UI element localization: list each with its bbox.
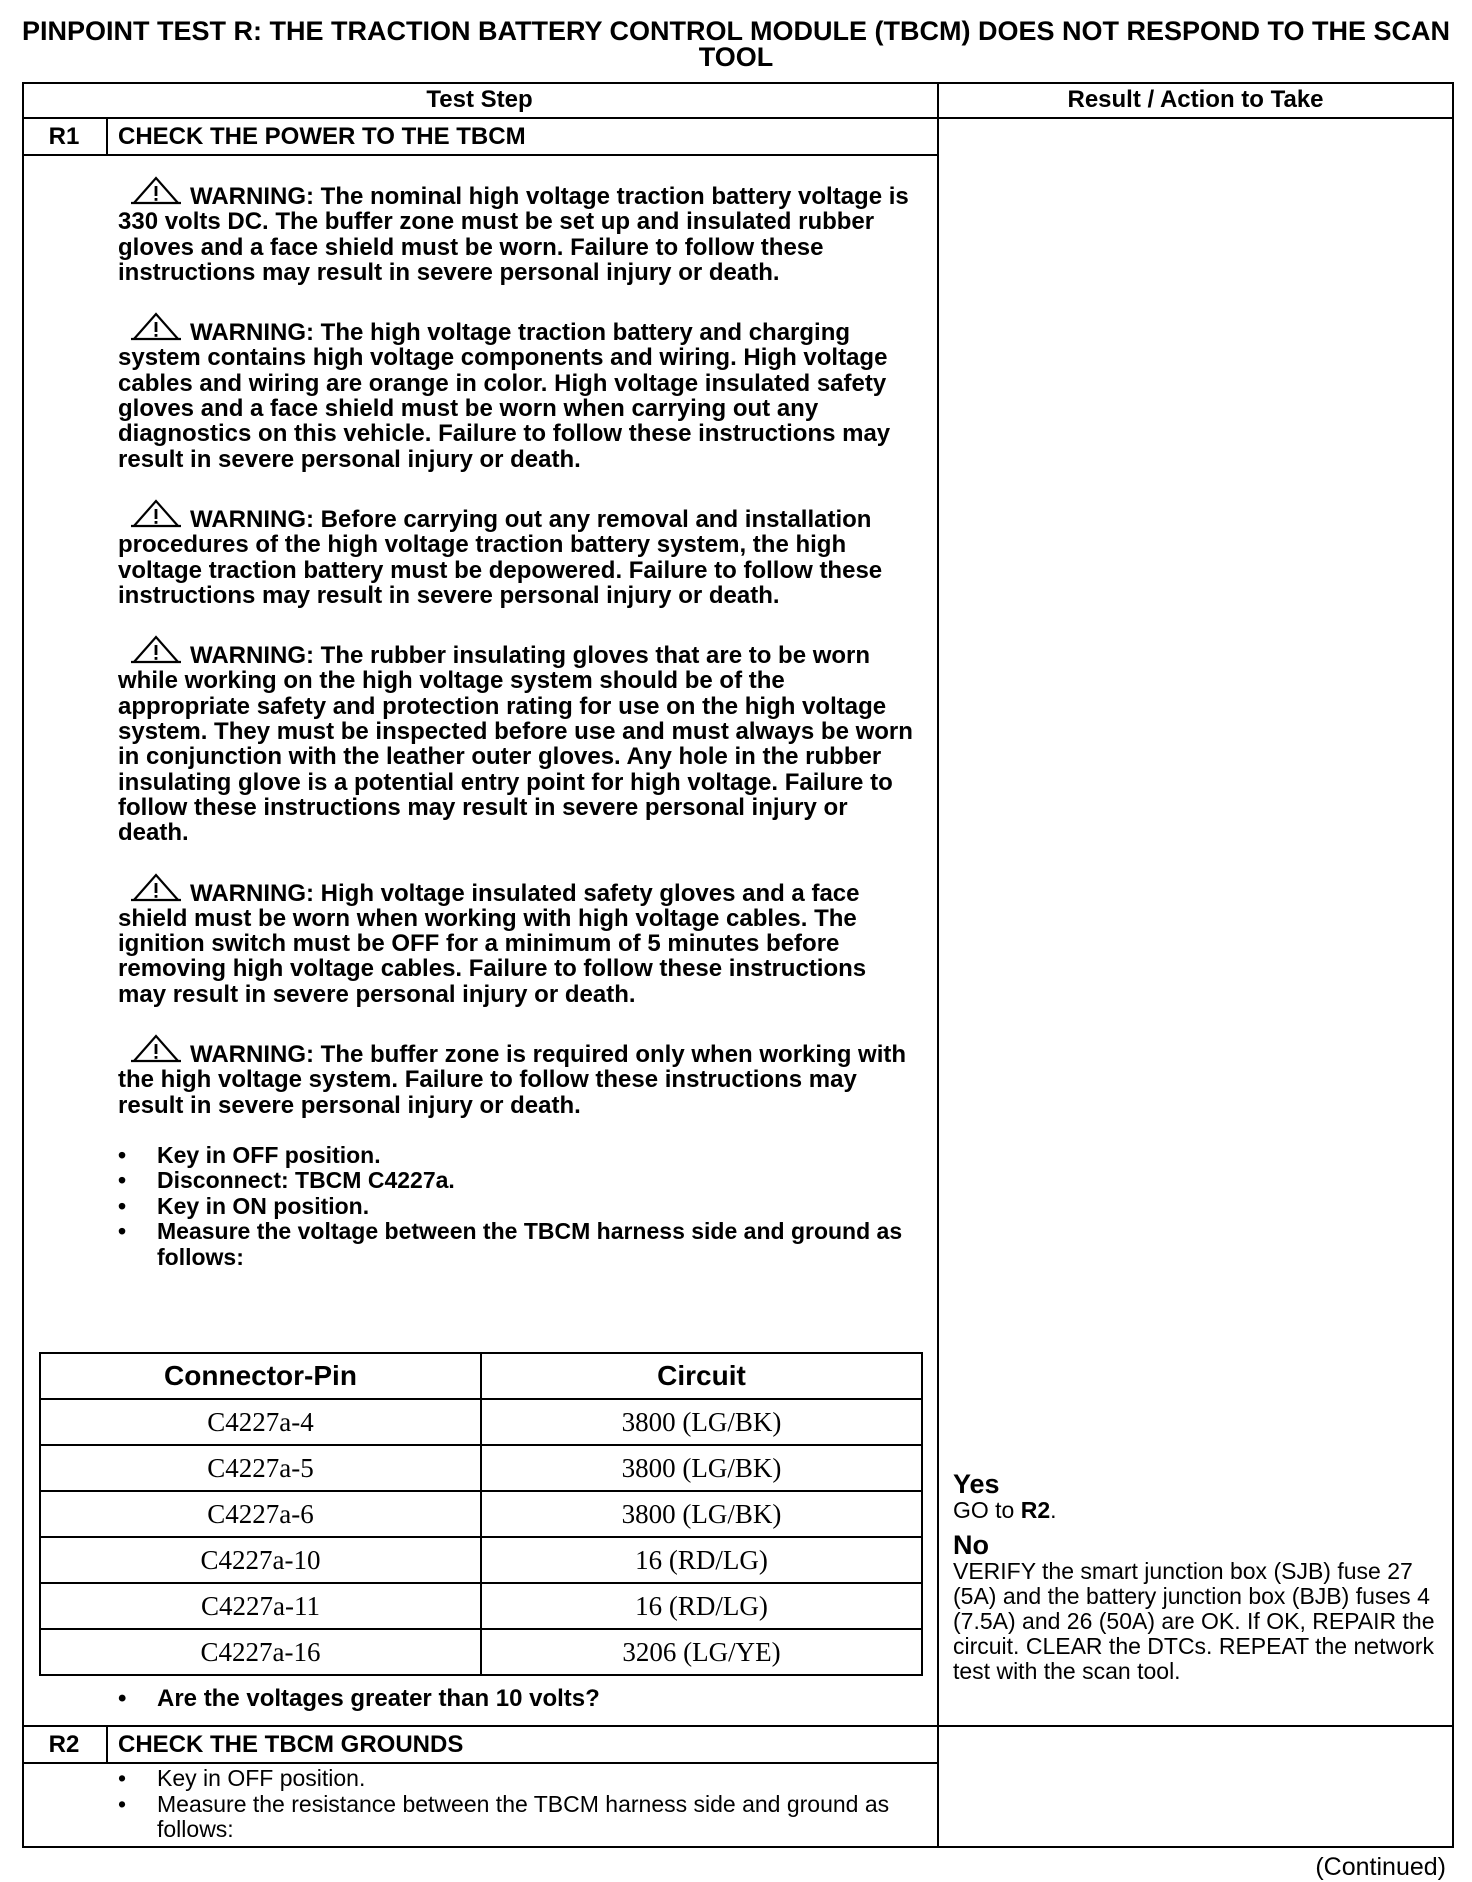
- warning-block: [118, 1032, 918, 1118]
- table-row: [40, 1399, 922, 1445]
- connector-pin-cell: C4227a-4: [40, 1399, 481, 1445]
- warning-triangle-icon: [130, 1032, 182, 1066]
- warning-text: WARNING: The high voltage traction battery and charging system contains high voltage components and wiring. High voltage cables and wiring are orange in color. High voltage insulated safety gloves and a face shield must be worn when carrying out any diagnostics on this vehicle. Failure to follow these instructions may result in severe personal injury or death.: [118, 319, 891, 473]
- warning-triangle-icon: [130, 633, 182, 667]
- circuit-cell: 3206 (LG/YE): [481, 1629, 922, 1675]
- r1-question: [118, 1686, 918, 1712]
- connector-pin-cell: C4227a-11: [40, 1583, 481, 1629]
- header-test-step: Test Step: [426, 86, 533, 113]
- warning-text: WARNING: Before carrying out any removal and installation procedures of the high voltage traction battery system, the high voltage traction battery must be depowered. Failure to follow these instructions may result in severe personal injury or death.: [118, 505, 883, 609]
- warning-text: WARNING: High voltage insulated safety gloves and a face shield must be worn when working with high voltage cables. The ignition switch must be OFF for a minimum of 5 minutes before removing high voltage cables. Failure to follow these instructions may result in severe personal injury or death.: [118, 879, 867, 1008]
- header-result-action: Result / Action to Take: [1067, 86, 1324, 113]
- table-row: [40, 1629, 922, 1675]
- connector-pin-cell: C4227a-6: [40, 1491, 481, 1537]
- r1-step-list: [118, 1143, 918, 1271]
- list-item: • Measure the resistance between the TBCM harness side and ground as follows:: [118, 1792, 918, 1843]
- warning-block: [118, 871, 918, 1007]
- warning-block: [118, 497, 918, 608]
- result-yes-suffix: .: [1050, 1497, 1057, 1523]
- connector-pin-cell: C4227a-10: [40, 1537, 481, 1583]
- result-no-label: No: [953, 1530, 989, 1560]
- circuit-cell: 3800 (LG/BK): [481, 1399, 922, 1445]
- step-title-r1: CHECK THE POWER TO THE TBCM: [118, 123, 526, 150]
- connector-pin-cell: C4227a-5: [40, 1445, 481, 1491]
- r2-id-divider: [106, 1725, 108, 1763]
- column-header-connector-pin: Connector-Pin: [40, 1353, 481, 1399]
- list-item: • Key in OFF position.: [118, 1143, 918, 1169]
- continued-label: (Continued): [1315, 1853, 1446, 1881]
- step-id-r1: R1: [48, 123, 80, 150]
- r1-bottom-border: [22, 1725, 1454, 1727]
- warning-text: WARNING: The nominal high voltage traction battery voltage is 330 volts DC. The buffer zone must be set up and insulated rubber gloves and a face shield must be worn. Failure to follow these instructions may result in severe personal injury or death.: [118, 183, 909, 286]
- table-bottom-border: [22, 1846, 1454, 1848]
- warning-triangle-icon: [130, 174, 182, 208]
- r1-id-divider: [106, 117, 108, 155]
- list-item: • Key in ON position.: [118, 1194, 918, 1220]
- connector-pin-table: [39, 1352, 923, 1676]
- circuit-cell: 3800 (LG/BK): [481, 1491, 922, 1537]
- warning-text: WARNING: The rubber insulating gloves that are to be worn while working on the high voltage system should be of the appropriate safety and protection rating for use on the high voltage system. They must be inspected before use and must always be worn in conjunction with the leather outer gloves. Any hole in the rubber insulating glove is a potential entry point for high voltage. Failure to follow these instructions may result in severe personal injury or death.: [118, 642, 913, 847]
- warning-triangle-icon: [130, 871, 182, 905]
- table-row: [40, 1445, 922, 1491]
- list-item: • Disconnect: TBCM C4227a.: [118, 1168, 918, 1194]
- r1-title-bottom-border: [22, 154, 937, 156]
- circuit-cell: 16 (RD/LG): [481, 1583, 922, 1629]
- r1-instructions: [118, 174, 918, 1270]
- result-yes-action: [953, 1498, 1453, 1523]
- result-yes-label: Yes: [953, 1469, 1000, 1499]
- warning-block: [118, 310, 918, 472]
- column-divider: [937, 82, 939, 1848]
- warning-block: [118, 174, 918, 285]
- result-yes-prefix: GO to: [953, 1497, 1021, 1523]
- warning-triangle-icon: [130, 497, 182, 531]
- table-row: [40, 1537, 922, 1583]
- warning-text: WARNING: The buffer zone is required only when working with the high voltage system. Failure to follow these instructions may result in severe personal injury or death.: [118, 1041, 907, 1119]
- header-bottom-border: [22, 117, 1454, 119]
- result-yes-target: R2: [1020, 1497, 1051, 1523]
- table-header-row: [40, 1353, 922, 1399]
- r1-result: [953, 1470, 1453, 1684]
- step-id-r2: R2: [48, 1731, 80, 1758]
- list-item: • Measure the voltage between the TBCM harness side and ground as follows:: [118, 1219, 918, 1270]
- table-left-border: [22, 82, 24, 1848]
- question-item: • Are the voltages greater than 10 volts?: [118, 1686, 918, 1712]
- circuit-cell: 16 (RD/LG): [481, 1537, 922, 1583]
- column-header-circuit: Circuit: [481, 1353, 922, 1399]
- result-no-action: VERIFY the smart junction box (SJB) fuse 27 (5A) and the battery junction box (BJB) fuses 4 (7.5A) and 26 (50A) are OK. If OK, REPAIR the circuit. CLEAR the DTCs. REPEAT the network test with the scan tool.: [953, 1558, 1435, 1684]
- r2-step-list: [118, 1766, 918, 1843]
- connector-pin-cell: C4227a-16: [40, 1629, 481, 1675]
- warning-block: [118, 633, 918, 845]
- circuit-cell: 3800 (LG/BK): [481, 1445, 922, 1491]
- step-title-r2: CHECK THE TBCM GROUNDS: [118, 1731, 464, 1758]
- list-item: • Key in OFF position.: [118, 1766, 918, 1792]
- table-row: [40, 1583, 922, 1629]
- table-row: [40, 1491, 922, 1537]
- page-title: PINPOINT TEST R: THE TRACTION BATTERY CONTROL MODULE (TBCM) DOES NOT RESPOND TO THE SCAN TOOL: [21, 16, 1450, 72]
- r2-title-bottom-border: [22, 1762, 937, 1764]
- warning-triangle-icon: [130, 310, 182, 344]
